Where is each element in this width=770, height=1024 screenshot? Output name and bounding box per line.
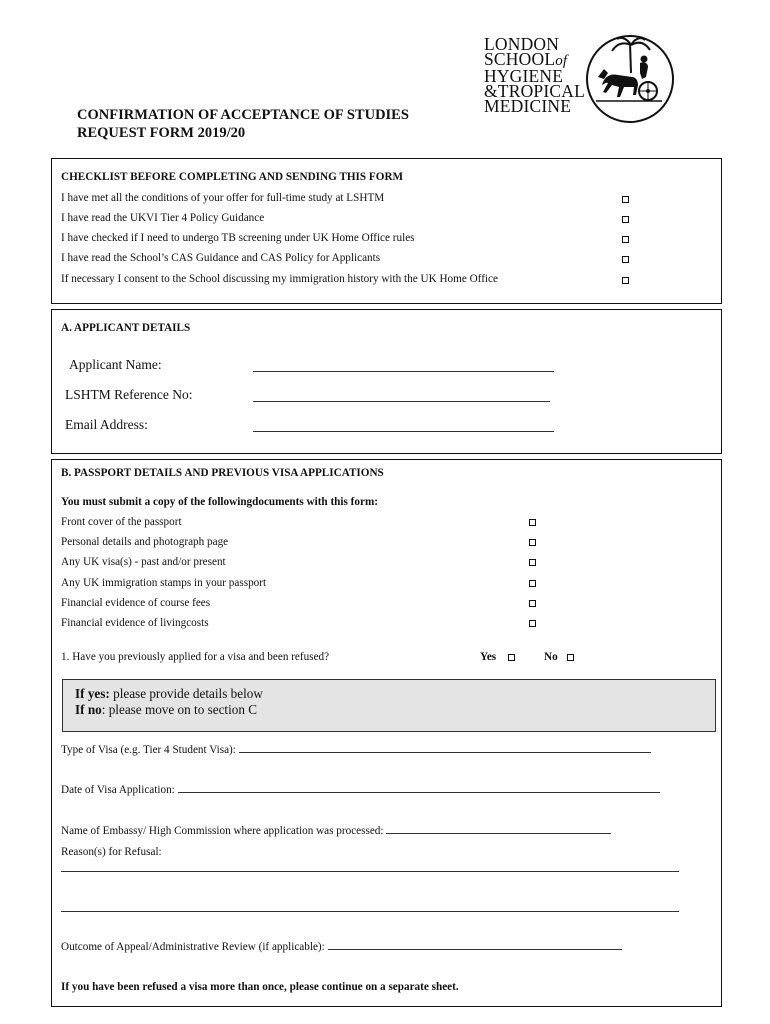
no-checkbox[interactable]	[567, 654, 574, 661]
visa-type-label: Type of Visa (e.g. Tier 4 Student Visa):	[61, 744, 236, 756]
applicant-details-section	[51, 309, 722, 454]
no-label: No	[544, 651, 558, 663]
document-item-3: Any UK visa(s) - past and/or present	[61, 556, 226, 568]
embassy-row	[61, 825, 611, 837]
multiple-refusal-note: If you have been refused a visa more than once, please continue on a separate sheet.	[61, 981, 459, 993]
logo-line3: HYGIENE	[484, 66, 564, 86]
refusal-reasons-field-1[interactable]	[61, 871, 679, 872]
checklist-item-4: I have read the School’s CAS Guidance and CAS Policy for Applicants	[61, 252, 381, 264]
checklist-checkbox-1[interactable]	[622, 196, 629, 203]
refusal-reasons-field-2[interactable]	[61, 911, 679, 912]
reference-number-field[interactable]	[253, 401, 550, 402]
visa-type-field[interactable]	[239, 752, 651, 753]
passport-heading: B. PASSPORT DETAILS AND PREVIOUS VISA APPLICATIONS	[61, 467, 384, 479]
visa-date-row	[61, 784, 660, 796]
document-item-4: Any UK immigration stamps in your passport	[61, 577, 267, 589]
logo-of: of	[555, 53, 568, 69]
checklist-item-5: If necessary I consent to the School discussing my immigration history with the UK Home Office	[61, 273, 498, 285]
form-title-line2: REQUEST FORM 2019/20	[77, 125, 246, 141]
checklist-item-3: I have checked if I need to undergo TB screening under UK Home Office rules	[61, 232, 415, 244]
document-item-1: Front cover of the passport	[61, 516, 182, 528]
form-title	[77, 106, 409, 142]
document-item-6: Financial evidence of livingcosts	[61, 617, 209, 629]
instruction-notice	[62, 679, 716, 732]
document-checkbox-4[interactable]	[529, 580, 536, 587]
document-checkbox-5[interactable]	[529, 600, 536, 607]
visa-date-label: Date of Visa Application:	[61, 784, 175, 796]
checklist-section	[51, 158, 722, 304]
checklist-checkbox-3[interactable]	[622, 236, 629, 243]
documents-intro: You must submit a copy of the followingdocuments with this form:	[61, 496, 378, 508]
email-address-label: Email Address:	[65, 417, 148, 432]
applicant-heading: A. APPLICANT DETAILS	[61, 322, 191, 334]
checklist-checkbox-4[interactable]	[622, 256, 629, 263]
form-title-line1: CONFIRMATION OF ACCEPTANCE OF STUDIES	[77, 107, 409, 123]
visa-type-row	[61, 744, 651, 756]
appeal-outcome-label: Outcome of Appeal/Administrative Review (if applicable):	[61, 941, 325, 953]
logo-line1: LONDON	[484, 34, 560, 54]
applicant-name-label: Applicant Name:	[69, 357, 162, 372]
checklist-item-1: I have met all the conditions of your offer for full-time study at LSHTM	[61, 192, 385, 204]
document-checkbox-3[interactable]	[529, 559, 536, 566]
appeal-outcome-field[interactable]	[328, 949, 622, 950]
appeal-outcome-row	[61, 941, 622, 953]
checklist-heading: CHECKLIST BEFORE COMPLETING AND SENDING THIS FORM	[61, 171, 404, 183]
embassy-field[interactable]	[386, 833, 611, 834]
yes-label: Yes	[480, 651, 497, 663]
logo-line5: MEDICINE	[484, 96, 572, 116]
document-checkbox-2[interactable]	[529, 539, 536, 546]
checklist-item-2: I have read the UKVI Tier 4 Policy Guidance	[61, 212, 265, 224]
notice-no-line: If no: please move on to section C	[75, 702, 258, 717]
charioteer-seal-icon	[584, 33, 676, 125]
reference-number-label: LSHTM Reference No:	[65, 387, 193, 402]
logo-wordmark	[484, 34, 585, 116]
document-checkbox-1[interactable]	[529, 519, 536, 526]
embassy-label: Name of Embassy/ High Commission where application was processed:	[61, 825, 384, 837]
refusal-reasons-label: Reason(s) for Refusal:	[61, 846, 162, 858]
document-checkbox-6[interactable]	[529, 620, 536, 627]
applicant-name-field[interactable]	[253, 371, 554, 372]
yes-checkbox[interactable]	[508, 654, 515, 661]
checklist-checkbox-2[interactable]	[622, 216, 629, 223]
visa-date-field[interactable]	[178, 792, 660, 793]
logo-line2: SCHOOLof	[484, 49, 568, 69]
notice-yes-line: If yes: please provide details below	[75, 686, 263, 701]
email-address-field[interactable]	[253, 431, 554, 432]
logo-line4: &TROPICAL	[484, 81, 585, 101]
document-item-2: Personal details and photograph page	[61, 536, 229, 548]
passport-details-section	[51, 459, 722, 1007]
document-item-5: Financial evidence of course fees	[61, 597, 211, 609]
school-logo	[484, 33, 746, 125]
checklist-checkbox-5[interactable]	[622, 277, 629, 284]
refusal-question: 1. Have you previously applied for a visa and been refused?	[61, 651, 330, 663]
